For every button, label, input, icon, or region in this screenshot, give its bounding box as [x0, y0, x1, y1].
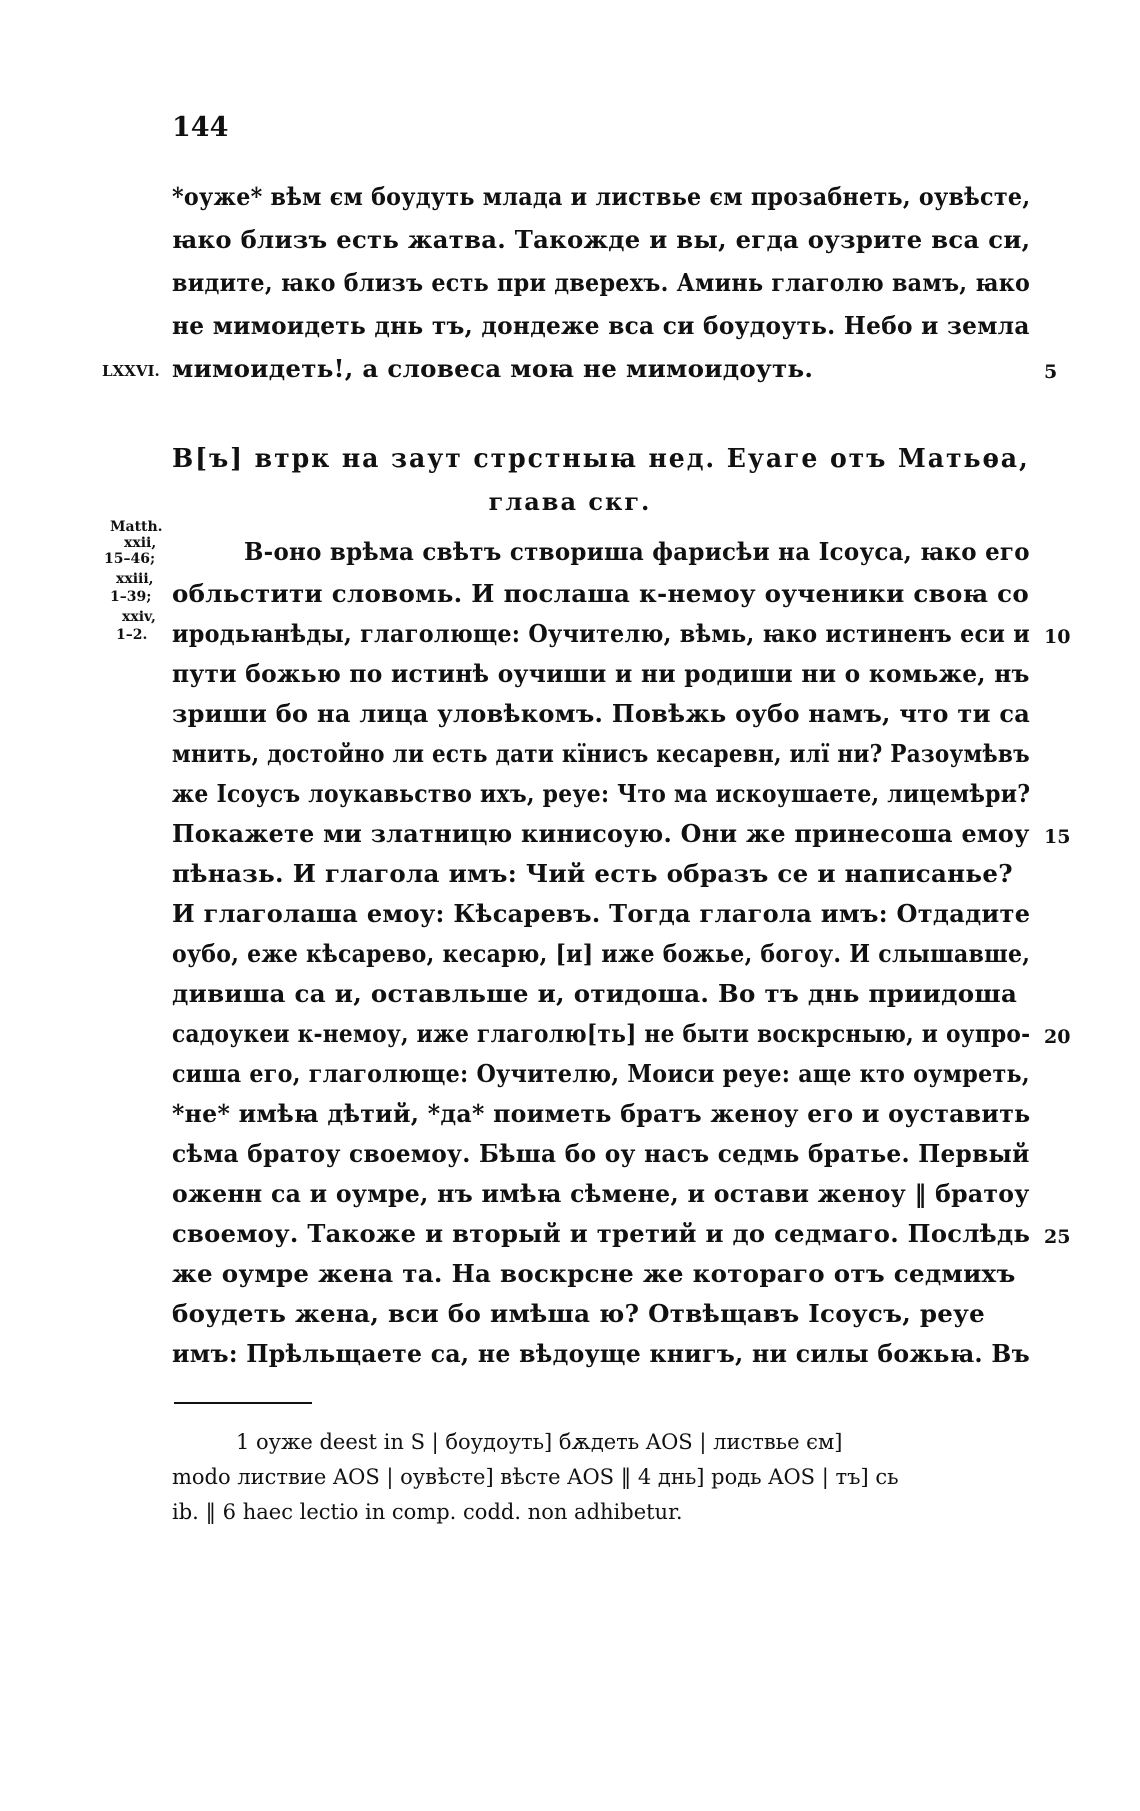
gospel-line: своемоу. Такоже и вторый и третий и до седмаго. Послѣдь: [172, 1219, 1031, 1248]
gospel-line: же Ісоусъ лоукавьство ихъ, реуе: Что ма искоушаете, лицемѣри?: [172, 779, 1031, 808]
body-line: видите, ꙗко близъ есть при дверехъ. Аминь глаголю вамъ, ꙗко: [172, 268, 1031, 297]
margin-reference: 1–2.: [116, 627, 148, 643]
footnote-line: modo листвие AOS | оувѣсте] вѣсте AOS ‖ 4 днь] родь AOS | тъ] сь: [172, 1465, 899, 1489]
gospel-line: И глаголаша емоу: Кѣсаревъ. Тогда глагола имъ: Отдадите: [172, 899, 1031, 928]
footnote-line: ib. ‖ 6 haec lectio in comp. codd. non adhibetur.: [172, 1500, 683, 1524]
gospel-line: пути божью по истинѣ оучиши и ни родиши ни о комьже, нъ: [172, 659, 1030, 688]
gospel-line: В-оно врѣма свѣтъ створиша фарисѣи на Ісоуса, ꙗко его: [244, 537, 1030, 566]
gospel-line: зриши бо на лица уловѣкомъ. Повѣжь оубо намъ, что ти са: [172, 699, 1031, 728]
gospel-line: же оумре жена та. На воскрсне же котораго отъ седмихъ: [172, 1259, 1016, 1288]
margin-reference: xxiii,: [116, 571, 154, 587]
body-line: мимоидеть!, а словеса моꙗ не мимоидоуть.: [172, 354, 814, 383]
body-line: не мимоидеть днь тъ, дондеже вса си боудоуть. Небо и земла: [172, 311, 1030, 340]
page-number: 144: [172, 112, 229, 143]
line-number: 15: [1044, 826, 1071, 848]
gospel-line: имъ: Прѣльщаете са, не вѣдоуще книгъ, ни силы божьꙗ. Въ: [172, 1339, 1030, 1368]
line-number: 5: [1044, 361, 1058, 383]
body-line: ꙗко близъ есть жатва. Такожде и вы, егда оузрите вса си,: [172, 225, 1031, 254]
gospel-line: сиша его, глаголюще: Оучителю, Моиси реуе: аще кто оумреть,: [172, 1059, 1030, 1088]
gospel-line: обльстити словомь. И послаша к-немоу оученики своꙗ со: [172, 579, 1030, 608]
gospel-line: сѣма братоу своемоу. Бѣша бо оу насъ седмь братье. Первый: [172, 1139, 1030, 1168]
gospel-line: боудеть жена, вси бо имѣша ю? Отвѣщавъ Ісоусъ, реуе: [172, 1299, 986, 1328]
line-number: 20: [1044, 1026, 1071, 1048]
body-line: *оуже* вѣм єм боудуть млада и листвье єм прозабнеть, оувѣсте,: [172, 182, 1031, 211]
gospel-line: Покажете ми златницю кинисоую. Они же принесоша емоу: [172, 819, 1030, 848]
line-number: 10: [1044, 626, 1071, 648]
margin-reference: xxiv,: [122, 609, 156, 625]
gospel-line: *не* имѣꙗ дѣтий, *да* поиметь братъ женоу его и оуставить: [172, 1099, 1031, 1128]
margin-reference: Matth.: [110, 519, 163, 535]
gospel-line: оубо, еже кѣсарево, кесарю, [и] иже божье, богоу. И слышавше,: [172, 939, 1031, 968]
section-number-marker: LXXVI.: [102, 362, 160, 380]
gospel-line: садоукеи к-немоу, иже глаголю[ть] не быти воскрсныю, и оупро-: [172, 1019, 1031, 1048]
gospel-line: дивиша са и, оставльше и, отидоша. Во тъ днь приидоша: [172, 979, 1018, 1008]
gospel-line: иродьꙗнѣды, глаголюще: Оучителю, вѣмь, ꙗко истиненъ еси и: [172, 619, 1031, 648]
gospel-line: пѣназь. И глагола имъ: Чий есть образъ се и написанье?: [172, 859, 1013, 888]
footnote-line: 1 оуже deest in S | боудоуть] бѫдеть AOS | листвье єм]: [236, 1430, 843, 1454]
margin-reference: 15–46;: [104, 551, 156, 567]
lection-heading: В[ъ] втрк на заут стрстныꙗ нед. Еуаге отъ Матьѳа,: [172, 444, 1030, 474]
margin-reference: xxii,: [124, 535, 157, 551]
line-number: 25: [1044, 1226, 1071, 1248]
gospel-line: оженн са и оумре, нъ имѣꙗ сѣмене, и остави женоу ‖ братоу: [172, 1179, 1030, 1208]
gospel-line: мнить, достойно ли есть дати кїнисъ кесаревн, илї ни? Разоумѣвъ: [172, 739, 1030, 768]
lection-heading-chapter: глава скг.: [488, 487, 652, 516]
margin-reference: 1–39;: [110, 589, 152, 605]
footnote-divider: [174, 1402, 312, 1404]
